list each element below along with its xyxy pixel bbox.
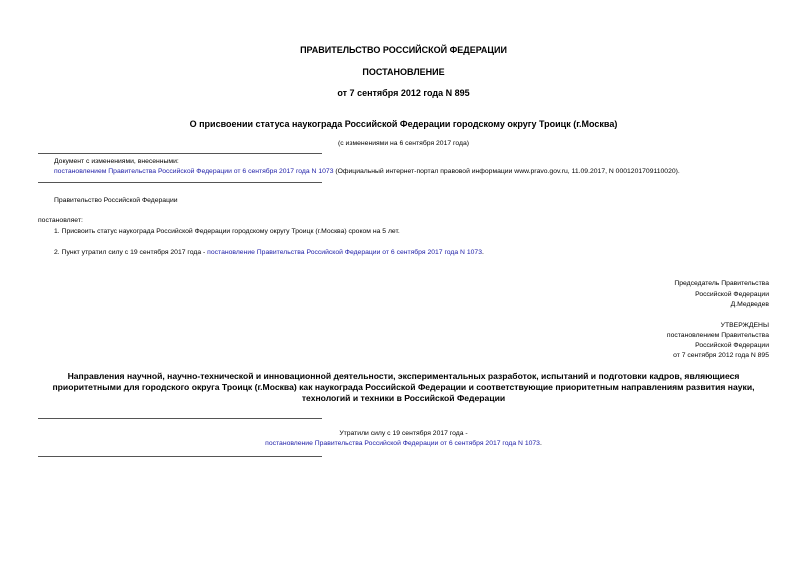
annex-void-line (0, 440, 807, 447)
bottom-rule (38, 182, 322, 183)
edition-note: (с изменениями на 6 сентября 2017 года) (338, 140, 469, 147)
signature-name: Д.Медведев (730, 301, 769, 308)
annex-title-line-2: приоритетными для городского округа Троицк (г.Москва) как наукограда Российской Федерации и соответствующие приоритетным направлениям развития науки, (52, 382, 755, 392)
document-type: ПОСТАНОВЛЕНИЕ (362, 67, 445, 77)
amendment-link[interactable]: постановлением Правительства Российской Федерации от 6 сентября 2017 года N 1073 (54, 168, 334, 175)
top-rule (38, 153, 322, 154)
item-2-text: 2. Пункт утратил силу с 19 сентября 2017 года - (54, 249, 208, 256)
annex-void-note: Утратили силу с 19 сентября 2017 года - (339, 430, 468, 437)
item-1: 1. Присвоить статус наукограда Российской Федерации городскому округу Троицк (г.Москва) сроком на 5 лет. (54, 228, 400, 235)
government-heading: ПРАВИТЕЛЬСТВО РОССИЙСКОЙ ФЕДЕРАЦИИ (300, 45, 507, 55)
annex-top-rule (38, 418, 322, 419)
approval-line-2: постановлением Правительства (666, 332, 769, 339)
decrees-line: постановляет: (38, 217, 83, 224)
annex-void-link[interactable]: постановление Правительства Российской Федерации от 6 сентября 2017 года N 1073 (265, 440, 540, 447)
document-date-number: от 7 сентября 2012 года N 895 (337, 88, 470, 98)
signature-title-1: Председатель Правительства (674, 280, 769, 287)
approval-line-3: Российской Федерации (695, 342, 769, 349)
annex-title-line-3: технологий и техники в Российской Федерации (301, 393, 506, 403)
changes-intro: Документ с изменениями, внесенными: (54, 158, 179, 165)
approval-line-1: УТВЕРЖДЕНЫ (720, 322, 769, 329)
amendment-source: (Официальный интернет-портал правовой информации www.pravo.gov.ru, 11.09.2017, N 0001201709110020). (333, 168, 680, 175)
annex-void-end: . (539, 440, 542, 447)
actor-line: Правительство Российской Федерации (54, 197, 178, 204)
annex-bottom-rule (38, 456, 322, 457)
changes-line (54, 168, 680, 175)
item-2-link[interactable]: постановление Правительства Российской Федерации от 6 сентября 2017 года N 1073 (207, 249, 482, 256)
approval-line-4: от 7 сентября 2012 года N 895 (673, 352, 769, 359)
document-title: О присвоении статуса наукограда Российской Федерации городскому округу Троицк (г.Москва) (189, 119, 618, 129)
item-2 (54, 249, 484, 256)
signature-title-2: Российской Федерации (695, 291, 769, 298)
annex-title-line-1: Направления научной, научно-технической и инновационной деятельности, экспериментальных разработок, испытаний и подготовки кадров, являющиеся (67, 371, 740, 381)
item-2-end: . (481, 249, 484, 256)
